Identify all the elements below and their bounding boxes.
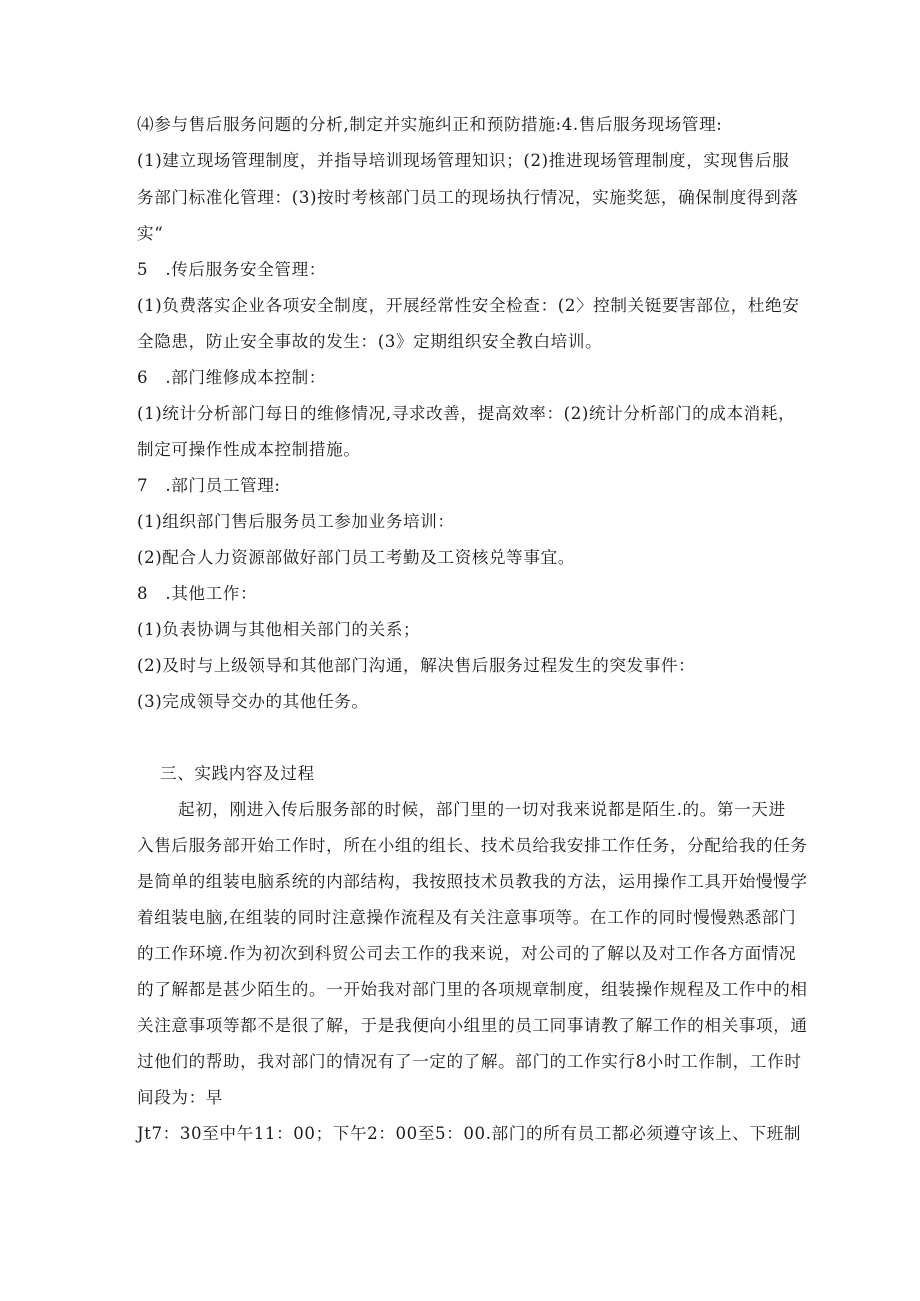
text-line: 全隐患，防止安全事故的发生：(3》定期组织安全教白培训。 [137, 332, 603, 351]
text-line: 务部门标准化管理：(3)按时考核部门员工的现场执行情况，实施奖惩，确保制度得到落 [137, 188, 799, 207]
text-line: (1)统计分析部门每日的维修情况,寻求改善，提高效率：(2)统计分析部门的成本消耗， [137, 404, 796, 423]
text-line: (1)建立现场管理制度，并指导培训现场管理知识；(2)推进现场管理制度，实现售后服 [137, 151, 790, 170]
text-line: (2)配合人力资源部做好部门员工考勤及工资核兑等事宜。 [137, 548, 575, 567]
paragraph-line: 过他们的帮助，我对部门的情况有了一定的了解。部门的工作实行8小时工作制，工作时 [137, 1052, 802, 1071]
text-line: (3)完成领导交办的其他任务。 [137, 692, 369, 711]
text-line: ⑷参与售后服务问题的分析,制定并实施纠正和预防措施:4.售后服务现场管理: [137, 115, 723, 134]
text-line: (1)负费落实企业各项安全制度，开展经常性安全检查：(2〉控制关铤要害部位，杜绝安 [137, 296, 800, 315]
section-heading: 三、实践内容及过程 [160, 764, 315, 783]
list-heading: 8 .其他工作： [137, 584, 258, 603]
paragraph-line: 关注意事项等都不是很了解，于是我便向小组里的员工同事请教了解工作的相关事项，通 [137, 1016, 808, 1035]
paragraph-line: 是简单的组装电脑系统的内部结构，我按照技术员教我的方法，运用操作工具开始慢慢学 [137, 872, 808, 891]
paragraph-line: 入售后服务部开始工作时，所在小组的组长、技术员给我安排工作任务，分配给我的任务 [137, 836, 808, 855]
paragraph-line: 的工作环境.作为初次到科贸公司去工作的我来说，对公司的了解以及对工作各方面情况 [137, 944, 797, 963]
paragraph-line: 着组装电脑,在组装的同时注意操作流程及有关注意事项等。在工作的同时慢慢熟悉部门 [137, 908, 797, 927]
text-line: 实“ [137, 224, 164, 243]
paragraph-line: Jt7：30至中午11：00；下午2：00至5：00.部门的所有员工都必须遵守该上、下班制 [137, 1124, 802, 1143]
paragraph-line: 间段为：早 [137, 1088, 223, 1107]
list-heading: 7 .部门员工管理: [137, 476, 281, 495]
text-line: (1)负表协调与其他相关部门的关系； [137, 620, 421, 639]
list-heading: 5 .传后服务安全管理： [137, 260, 326, 279]
text-line: (1)组织部门售后服务员工参加业务培训： [137, 512, 455, 531]
paragraph-line: 起初，刚进入传后服务部的时候，部门里的一切对我来说都是陌生.的。第一天进 [178, 800, 786, 819]
paragraph-line: 的了解都是甚少陌生的。一开始我对部门里的各项规章制度，组装操作规程及工作中的相 [137, 980, 808, 999]
text-line: 制定可操作性成本控制措施。 [137, 440, 361, 459]
text-line: (2)及时与上级领导和其他部门沟通，解决售后服务过程发生的突发事件： [137, 656, 696, 675]
list-heading: 6 .部门维修成本控制： [137, 368, 326, 387]
